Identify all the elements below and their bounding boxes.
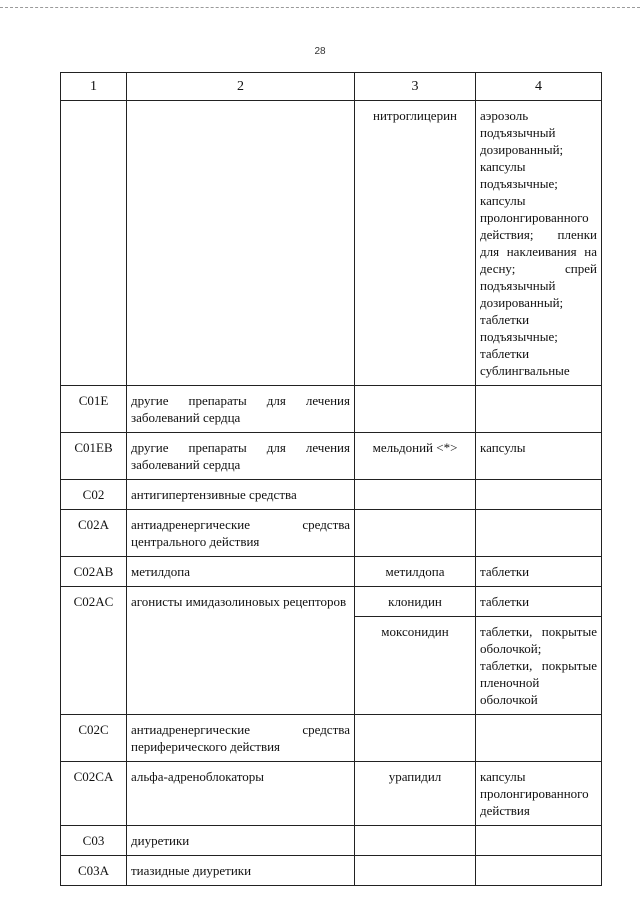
- table-row: [61, 762, 602, 826]
- table-row: [61, 715, 602, 762]
- table-row: [61, 386, 602, 433]
- table-row: [61, 101, 602, 386]
- drug-name-cell: урапидил: [355, 762, 476, 826]
- drug-name-cell: [355, 826, 476, 856]
- dosage-form-cell: капсулы: [476, 433, 602, 480]
- atc-code-cell: [61, 101, 127, 386]
- dosage-form-cell: капсулы пролонгированного действия: [476, 762, 602, 826]
- drug-name-cell: метилдопа: [355, 557, 476, 587]
- atc-code-cell: C02AB: [61, 557, 127, 587]
- drug-name-cell: [355, 715, 476, 762]
- dosage-form-cell: [476, 617, 602, 715]
- top-border-line: [0, 7, 640, 8]
- atc-code-cell: C02C: [61, 715, 127, 762]
- drug-name-cell: [355, 386, 476, 433]
- drug-name-cell: мельдоний <*>: [355, 433, 476, 480]
- dosage-form-cell: аэрозоль подъязычный дозированный; капсулы подъязычные; капсулы пролонгированного действия; пленки для наклеивания на десну; спрей подъязычный дозированный; таблетки подъязычные; таблетки сублингвальные: [476, 101, 602, 386]
- group-name-cell: агонисты имидазолиновых рецепторов: [127, 587, 355, 715]
- dosage-form-cell: [476, 856, 602, 886]
- drug-name-cell: [355, 510, 476, 557]
- table-row: [61, 557, 602, 587]
- atc-code-cell: C02AC: [61, 587, 127, 715]
- dosage-form-line: таблетки, покрытые пленочной оболочкой: [480, 658, 597, 707]
- atc-code-cell: C03: [61, 826, 127, 856]
- dosage-form-cell: [476, 826, 602, 856]
- atc-code-cell: C02CA: [61, 762, 127, 826]
- group-name-cell: альфа-адреноблокаторы: [127, 762, 355, 826]
- dosage-form-cell: [476, 715, 602, 762]
- table-row: [61, 480, 602, 510]
- drug-name-cell: моксонидин: [355, 617, 476, 715]
- group-name-cell: другие препараты для лечения заболеваний сердца: [127, 386, 355, 433]
- group-name-cell: другие препараты для лечения заболеваний сердца: [127, 433, 355, 480]
- dosage-form-cell: [476, 386, 602, 433]
- group-name-cell: метилдопа: [127, 557, 355, 587]
- group-name-cell: [127, 101, 355, 386]
- table-row: [61, 826, 602, 856]
- column-header: 3: [355, 73, 476, 101]
- dosage-form-cell: [476, 510, 602, 557]
- drug-name-cell: [355, 856, 476, 886]
- dosage-form-cell: таблетки: [476, 587, 602, 617]
- column-header: 1: [61, 73, 127, 101]
- atc-code-cell: C02: [61, 480, 127, 510]
- atc-code-cell: C01EB: [61, 433, 127, 480]
- table-row: [61, 587, 602, 617]
- group-name-cell: антиадренергические средства центрального действия: [127, 510, 355, 557]
- drug-name-cell: клонидин: [355, 587, 476, 617]
- drug-classification-table: [60, 72, 602, 886]
- table-header-row: [61, 73, 602, 101]
- table-row: [61, 510, 602, 557]
- column-header: 4: [476, 73, 602, 101]
- dosage-form-line: таблетки, покрытые оболочкой;: [480, 624, 597, 656]
- atc-code-cell: C02A: [61, 510, 127, 557]
- drug-name-cell: [355, 480, 476, 510]
- group-name-cell: антиадренергические средства периферического действия: [127, 715, 355, 762]
- group-name-cell: диуретики: [127, 826, 355, 856]
- group-name-cell: антигипертензивные средства: [127, 480, 355, 510]
- dosage-form-cell: [476, 480, 602, 510]
- column-header: 2: [127, 73, 355, 101]
- table-row: [61, 433, 602, 480]
- atc-code-cell: C03A: [61, 856, 127, 886]
- dosage-form-cell: таблетки: [476, 557, 602, 587]
- table-row: [61, 856, 602, 886]
- page-number: 28: [314, 46, 326, 57]
- group-name-cell: тиазидные диуретики: [127, 856, 355, 886]
- drug-name-cell: нитроглицерин: [355, 101, 476, 386]
- atc-code-cell: C01E: [61, 386, 127, 433]
